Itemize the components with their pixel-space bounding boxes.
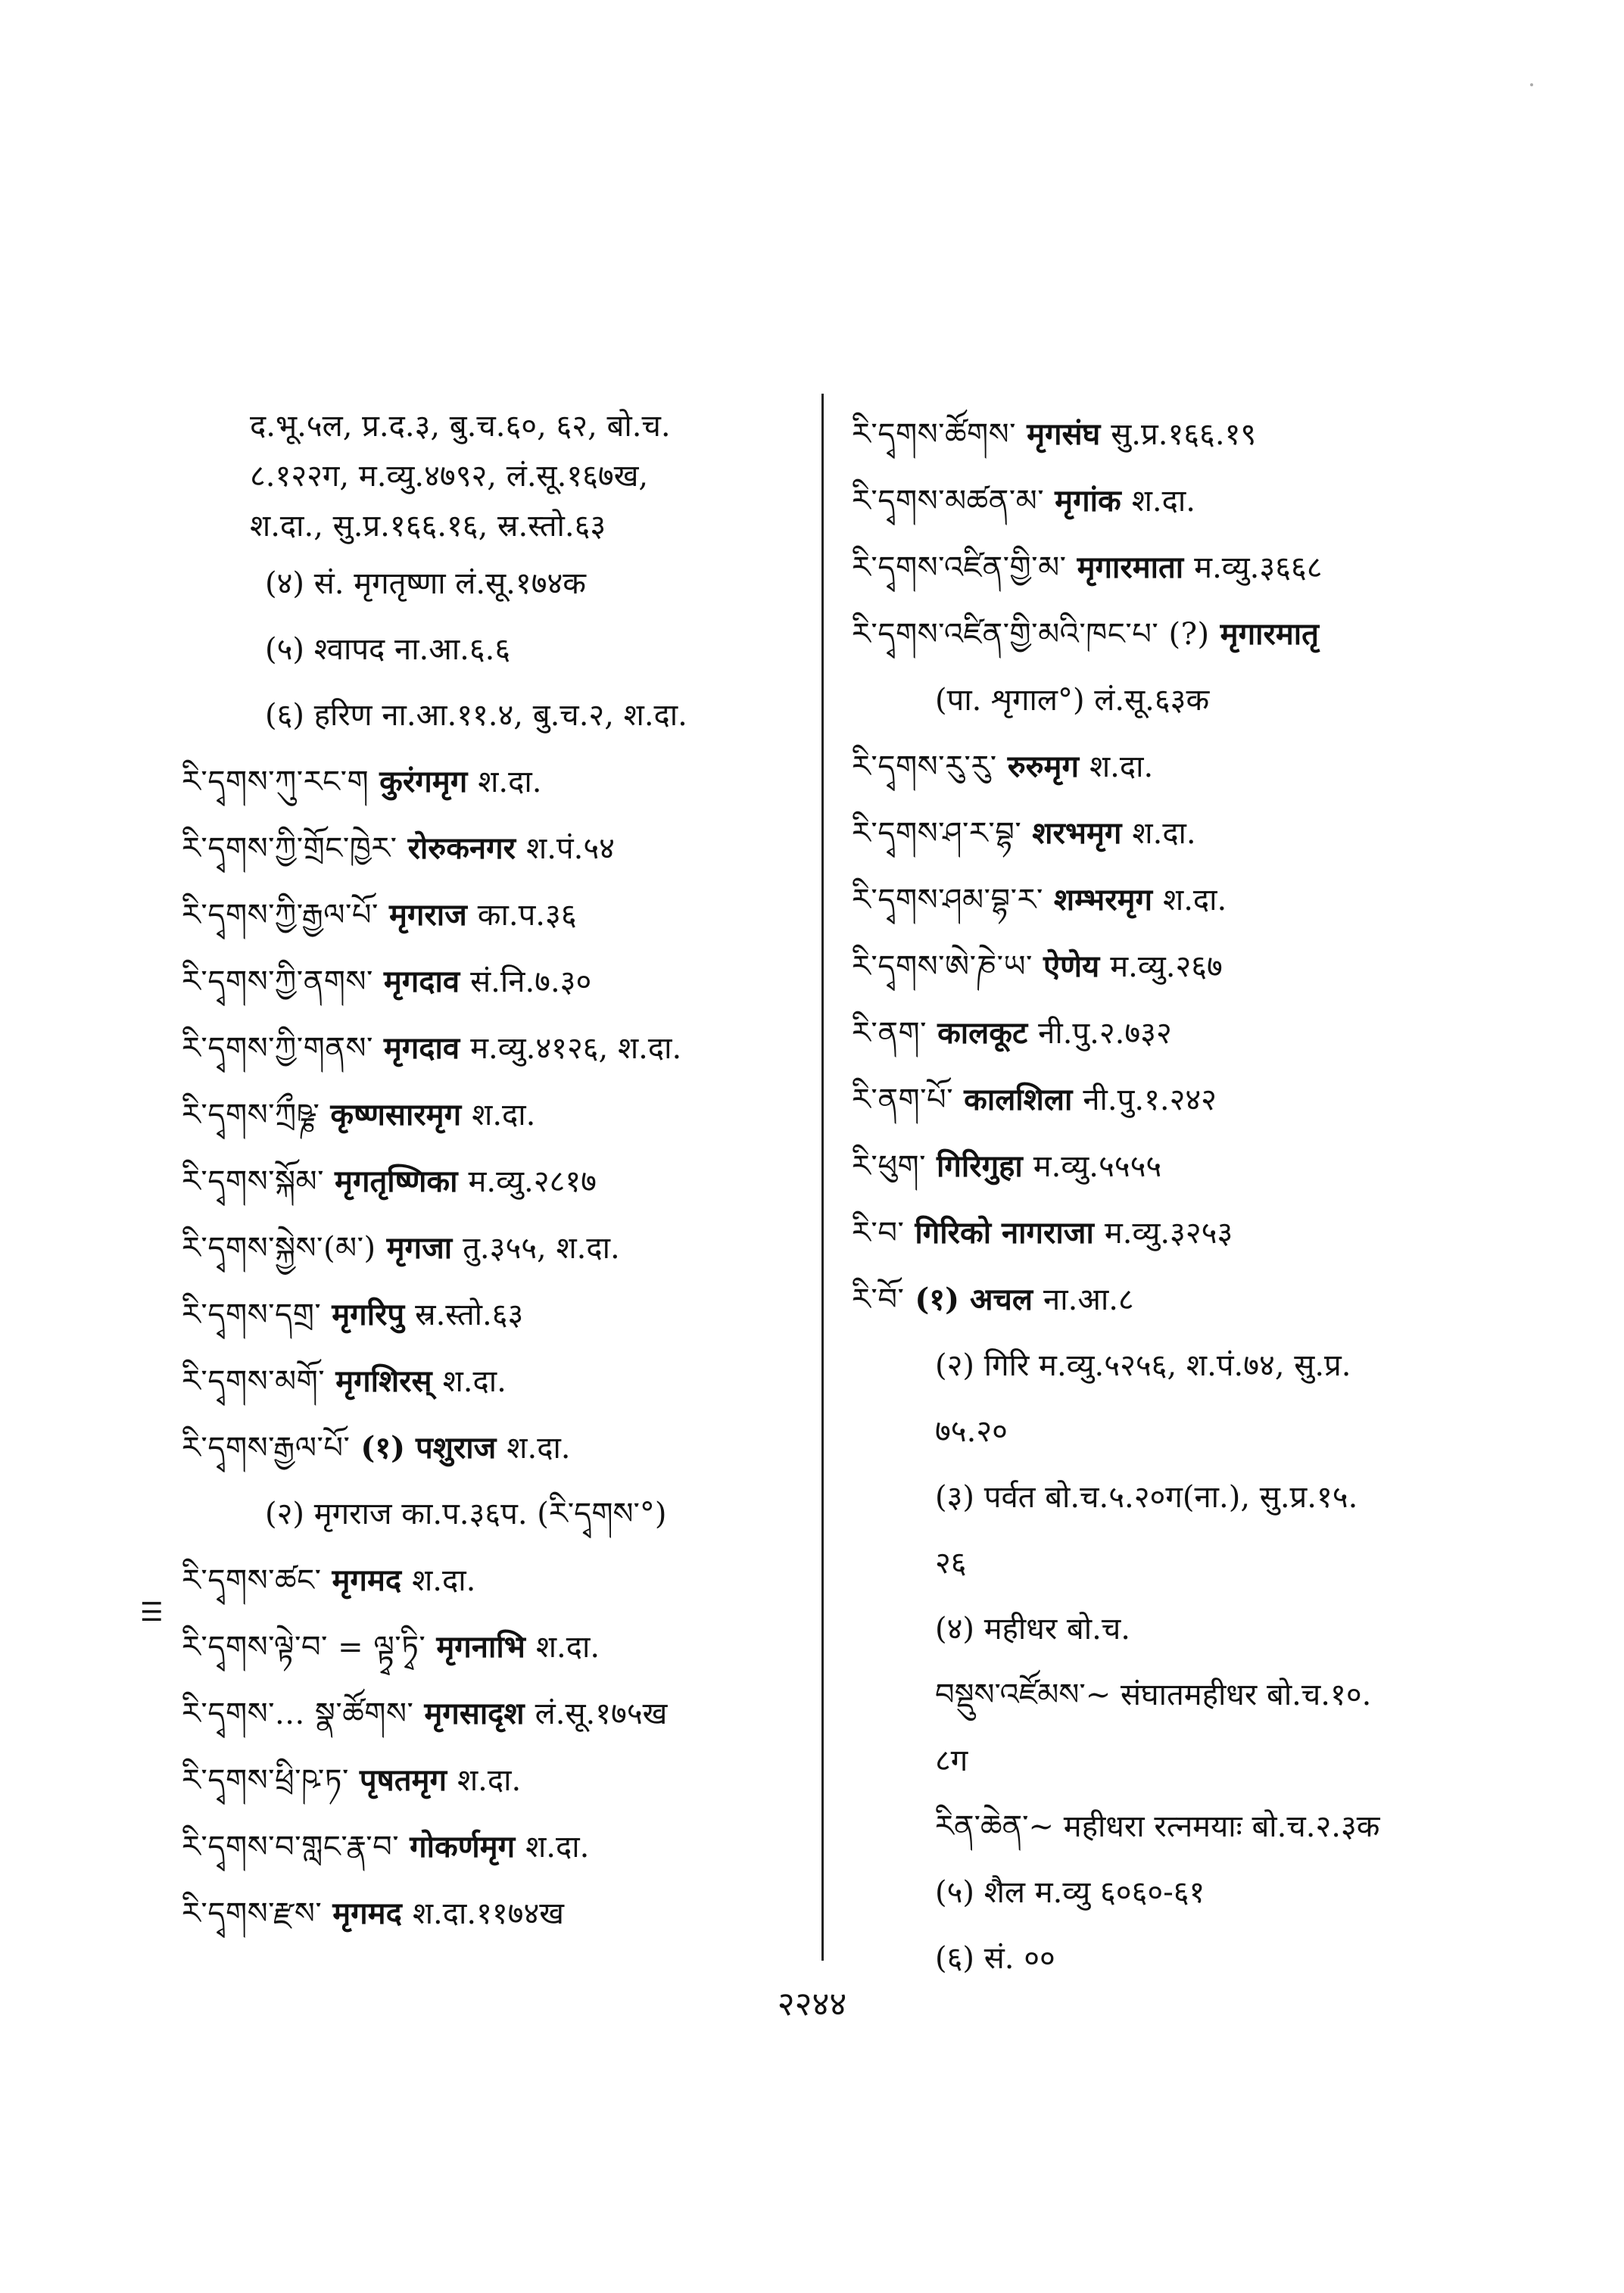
tibetan-headword: རི་ནག་: [852, 1016, 927, 1051]
sanskrit-term: ऐणेय: [1043, 949, 1100, 984]
source-reference: म.व्यु.४१२६, श.दा.: [470, 1031, 682, 1066]
left-column: [182, 401, 803, 1947]
sense-line: (४) सं. मृगतृष्णा लं.सू.१७४क: [265, 566, 587, 601]
sanskrit-term: गिरिगुहा: [937, 1148, 1023, 1184]
tibetan-headword: རི་དྭགས་འཛིན་གྱི་མ་: [852, 550, 1067, 585]
sense-line: (२) गिरि म.व्यु.५२५६, श.पं.७४, सु.प्र.: [935, 1348, 1351, 1383]
tibetan-headword: རི་དྭགས་ལྟེ་བ་ = ལྟྭ་ཏྭི་: [182, 1630, 426, 1665]
tibetan-headword: རི་དྭགས་ཀུ་རང་ག: [182, 765, 369, 799]
tibetan-headword: རི་དྭགས་ཀྱི་གནས་: [182, 1031, 373, 1066]
dictionary-entry: [182, 1747, 803, 1814]
dictionary-entry: [182, 1282, 803, 1348]
sense-line: (६) हरिण ना.आ.११.४, बु.च.२, श.दा.: [265, 698, 687, 733]
dictionary-entry: [852, 933, 1488, 1000]
tibetan-headword: རི་དྭགས་ཕྲི་ཥ་ཏ་: [182, 1763, 349, 1798]
source-reference: श.दा.११७४ख: [412, 1896, 564, 1931]
source-reference: श.दा.: [412, 1563, 476, 1598]
source-reference: का.प.३६: [477, 898, 577, 933]
source-reference: श.दा.: [1163, 883, 1227, 918]
tibetan-headword: རི་དྭགས་ཨེ་ཎེ་ཡ་: [852, 949, 1033, 984]
source-reference: श.दा.: [535, 1630, 600, 1665]
margin-mark-icon: ☰: [140, 1597, 164, 1628]
source-reference: श.दा.: [507, 1431, 571, 1466]
source-reference: श.दा.: [457, 1763, 522, 1798]
dictionary-entry: [852, 401, 1488, 468]
sense-line: २६: [935, 1546, 967, 1581]
sanskrit-term: मृगराज: [388, 897, 467, 933]
tibetan-headword: རི་དྭགས་རུ་རུ་: [852, 749, 997, 784]
dictionary-entry: [852, 867, 1488, 933]
page-number: २२४४: [777, 1985, 847, 2024]
sanskrit-term: शरभमृग: [1032, 815, 1122, 851]
source-reference: श.दा.: [1131, 484, 1195, 519]
dictionary-entry: [182, 1880, 803, 1947]
source-reference: लं.सू.१७५ख: [535, 1696, 668, 1731]
sanskrit-term: रोरुकनगर: [407, 830, 516, 866]
source-reference: सु.प्र.१६६.१९: [1111, 417, 1257, 452]
tibetan-headword: རི་དྭགས་ཀྲྀཥྞ་: [182, 1098, 320, 1132]
source-reference: श.दा.: [442, 1364, 507, 1399]
dictionary-entry: [182, 1614, 803, 1681]
sanskrit-term: मृगदाव: [383, 964, 460, 999]
dictionary-entry: [852, 468, 1488, 534]
tibetan-headword: རི་བ་: [852, 1216, 905, 1251]
source-reference: म.व्यु.२८१७: [468, 1164, 597, 1199]
dictionary-entry: [182, 1082, 803, 1148]
sanskrit-term: मृगदाव: [383, 1030, 460, 1066]
sanskrit-term: शम्भरमृग: [1053, 882, 1152, 918]
source-reference: नी.पु.१.२४२: [1083, 1083, 1217, 1117]
source-reference: श.दा.: [525, 1830, 590, 1865]
dictionary-entry: [182, 1015, 803, 1082]
dictionary-entry: [852, 1067, 1488, 1133]
source-reference: म.व्यु.३६६८: [1194, 550, 1323, 585]
sense-line: (६) सं. ००: [935, 1941, 1055, 1976]
sanskrit-term: मृगारमातृ: [1220, 616, 1319, 652]
dictionary-entry: [182, 749, 803, 815]
sense-line: ८ग: [935, 1743, 968, 1778]
sense-line: (३) पर्वत बो.च.५.२०ग(ना.), सु.प्र.१५.: [935, 1480, 1358, 1515]
tibetan-headword: རི་ནག་པོ་: [852, 1083, 954, 1117]
sanskrit-term: मृगरिपु: [332, 1297, 405, 1332]
dictionary-entry: [852, 800, 1488, 867]
tibetan-headword: རི་དྭགས་སྐོམ་: [182, 1164, 325, 1199]
tibetan-headword: རི་དྭགས་... སྣ་ཚོགས་: [182, 1696, 414, 1731]
sanskrit-term: मृगशिरस्: [335, 1363, 432, 1399]
dictionary-entry: [182, 815, 803, 882]
tibetan-headword: རི་ཕུག་: [852, 1149, 927, 1184]
tibetan-headword: རི་དྭགས་རྫས་: [182, 1896, 323, 1931]
dictionary-entry: [182, 949, 803, 1015]
sanskrit-term: रुरुमृग: [1007, 749, 1079, 784]
source-reference: नी.पु.२.७३२: [1038, 1016, 1172, 1051]
source-reference: म.व्यु.५५५५: [1033, 1149, 1162, 1184]
sense-line: རིན་ཆེན་~ महीधरा रत्नमयाः बो.च.२.३क: [935, 1809, 1380, 1844]
reference-continuation: श.दा., सु.प्र.१६६.१६, स्र.स्तो.६३: [250, 509, 606, 544]
sanskrit-term: गोकर्णमृग: [410, 1829, 516, 1865]
tibetan-headword: རི་དྭགས་ཀྱི་གྲོང་ཁྱེར་: [182, 831, 397, 866]
right-column: [852, 401, 1488, 1992]
tibetan-headword: རི་དྭགས་དགྲ་: [182, 1298, 322, 1332]
tibetan-headword: རི་དྭགས་མཚན་མ་: [852, 484, 1045, 519]
sanskrit-term: पृषतमृग: [359, 1762, 447, 1798]
dictionary-entry: [852, 1133, 1488, 1200]
source-reference: श.दा.: [1132, 816, 1196, 851]
sanskrit-term: (१) अचल: [915, 1282, 1033, 1317]
sanskrit-term: कालकूट: [937, 1015, 1028, 1051]
tibetan-headword: རི་དྭགས་ཤ་ར་བྷ་: [852, 816, 1022, 851]
tibetan-headword: རི་དྭགས་ཚོགས་: [852, 417, 1017, 452]
dictionary-entry: [852, 1000, 1488, 1067]
source-reference: ना.आ.८: [1043, 1282, 1134, 1317]
sanskrit-term: कुरंगमृग: [379, 764, 468, 799]
sanskrit-term: मृगमद: [332, 1896, 402, 1931]
sanskrit-term: कृष्णसारमृग: [330, 1097, 462, 1132]
sanskrit-term: मृगतृष्णिका: [335, 1164, 458, 1199]
dictionary-entry: [182, 1415, 803, 1481]
sanskrit-term: मृगसंघ: [1027, 416, 1101, 452]
source-reference: स्र.स्तो.६३: [415, 1298, 524, 1332]
sanskrit-term: कालशिला: [964, 1082, 1073, 1117]
source-reference: श.दा.: [1089, 749, 1154, 784]
dictionary-entry: [852, 1266, 1488, 1333]
sanskrit-term: मृगांक: [1055, 483, 1121, 519]
tibetan-headword: རི་དྭགས་འཛིན་གྱི་མའི་ཁང་པ་ (?): [852, 617, 1210, 652]
tibetan-headword: རི་བོ་: [852, 1282, 905, 1317]
source-reference: म.व्यु.३२५३: [1104, 1216, 1233, 1251]
sense-line: (५) श्वापद ना.आ.६.६: [265, 632, 511, 667]
sense-line: (२) मृगराज का.प.३६प. (རི་དྭགས་°): [265, 1497, 667, 1531]
sanskrit-term: मृगसादृश: [424, 1696, 525, 1731]
source-reference: श.पं.५४: [526, 831, 615, 866]
tibetan-headword: རི་དྭགས་བ་གླང་རྣ་བ་: [182, 1830, 400, 1865]
source-reference: म.व्यु.२६७: [1110, 949, 1223, 984]
dictionary-entry: [182, 1348, 803, 1415]
reference-continuation: द.भू.५ल, प्र.द.३, बु.च.६०, ६२, बो.च.: [250, 409, 671, 444]
source-reference: तु.३५५, श.दा.: [463, 1231, 620, 1266]
column-divider: [821, 394, 824, 1961]
source-reference: सं.नि.७.३०: [470, 964, 592, 999]
tibetan-headword: རི་དྭགས་ཀྱི་ནགས་: [182, 964, 373, 999]
sense-line: (५) शैल म.व्यु ६०६०-६१: [935, 1875, 1205, 1910]
sense-line: (पा. शृगाल°) लं.सू.६३क: [935, 683, 1210, 718]
source-reference: श.दा.: [472, 1098, 536, 1132]
sanskrit-term: मृगजा: [386, 1230, 453, 1266]
sanskrit-term: गिरिको नागराजा: [915, 1215, 1094, 1251]
dictionary-entry: [182, 882, 803, 949]
sense-line: བསྡུས་འཛོམས་~ संघातमहीधर बो.च.१०.: [935, 1678, 1372, 1712]
dictionary-entry: [182, 1148, 803, 1215]
tibetan-headword: རི་དྭགས་མགོ་: [182, 1364, 326, 1399]
tibetan-headword: རི་དྭགས་ཚང་: [182, 1563, 322, 1598]
sanskrit-term: मृगारमाता: [1077, 550, 1184, 585]
dictionary-entry: [182, 1547, 803, 1614]
dictionary-entry: [182, 1814, 803, 1880]
dictionary-entry: [852, 734, 1488, 800]
sanskrit-term: मृगनाभि: [436, 1629, 525, 1665]
dictionary-entry: [182, 1215, 803, 1282]
reference-continuation: ८.१२२ग, म.व्यु.४७९२, लं.सू.१६७ख,: [250, 459, 649, 494]
sense-line: ७५.२०: [935, 1414, 1008, 1449]
sense-line: (४) महीधर बो.च.: [935, 1612, 1130, 1647]
dictionary-entry: [852, 601, 1488, 668]
source-reference: श.दा.: [478, 765, 542, 799]
sanskrit-term: मृगमद: [332, 1562, 402, 1598]
sanskrit-term: (१) पशुराज: [360, 1430, 497, 1466]
tibetan-headword: རི་དྭགས་ཤམ་བྷ་ར་: [852, 883, 1043, 918]
dictionary-entry: [852, 1200, 1488, 1266]
tibetan-headword: རི་དྭགས་སྐྱེས་(མ་): [182, 1231, 376, 1266]
dictionary-entry: [182, 1681, 803, 1747]
dictionary-entry: [852, 534, 1488, 601]
speck: [1530, 83, 1533, 86]
tibetan-headword: རི་དྭགས་རྒྱལ་པོ་: [182, 1431, 351, 1466]
tibetan-headword: རི་དྭགས་ཀྱི་རྒྱལ་པོ་: [182, 898, 379, 933]
